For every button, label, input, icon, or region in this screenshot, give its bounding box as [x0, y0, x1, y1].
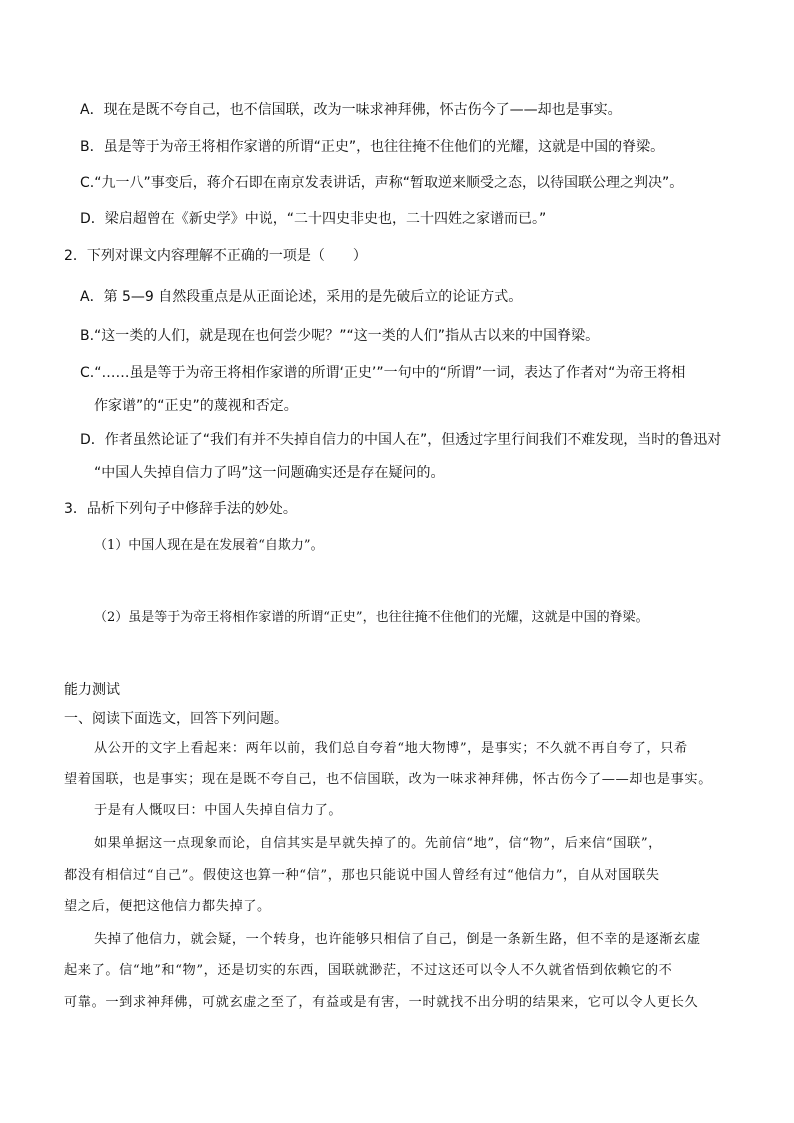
passage-p4-line2: 起来了。信“地”和“物”，还是切实的东西，国联就渺茫，不过这还可以令人不久就省悟到依赖它的不 [64, 963, 673, 978]
passage-p3-line2: 都没有相信过“自己”。假使这也算一种“信”，那也只能说中国人曾经有过“他信力”，自从对国联失 [64, 868, 660, 883]
q1-option-d: D．梁启超曾在《新史学》中说，“二十四史非史也，二十四姓之家谱而已。” [80, 211, 547, 227]
passage-p4-line1: 失掉了他信力，就会疑，一个转身，也许能够只相信了自己，倒是一条新生路，但不幸的是逐渐玄虚 [94, 932, 701, 947]
q1-option-a: A．现在是既不夸自己，也不信国联，改为一味求神拜佛，怀古伤今了——却也是事实。 [80, 102, 622, 118]
q2-option-d-line2: “中国人失掉自信力了吗”这一问题确实还是存在疑问的。 [94, 465, 445, 481]
passage-p2: 于是有人慨叹曰：中国人失掉自信力了。 [94, 803, 343, 818]
q3-stem: 3．品析下列句子中修辞手法的妙处。 [64, 501, 297, 517]
ability-instruction: 一、阅读下面选文，回答下列问题。 [64, 711, 288, 727]
q1-option-c: C.“九一八”事变后，蒋介石即在南京发表讲话，声称“暂取逆来顺受之态，以待国联公理之判决”。 [80, 175, 684, 191]
q3-sentence-1: （1）中国人现在是在发展着“自欺力”。 [94, 538, 324, 553]
q2-stem: 2．下列对课文内容理解不正确的一项是（ ） [64, 248, 367, 264]
passage-p1-line1: 从公开的文字上看起来：两年以前，我们总自夸着“地大物博”，是事实；不久就不再自夸了，只希 [94, 741, 688, 756]
q3-sentence-2: （2）虽是等于为帝王将相作家谱的所谓“正史”，也往往掩不住他们的光耀，这就是中国的脊梁。 [94, 610, 649, 625]
q2-option-c-line1: C.“……虽是等于为帝王将相作家谱的所谓‘正史’”一句中的“所谓”一词，表达了作者对“为帝王将相 [80, 365, 686, 381]
ability-heading: 能力测试 [64, 682, 120, 698]
q2-option-d-line1: D．作者虽然论证了“我们有并不失掉自信力的中国人在”，但透过字里行间我们不难发现，当时的鲁迅对 [80, 432, 722, 448]
passage-p3-line1: 如果单据这一点现象而论，自信其实是早就失掉了的。先前信“地”，信“物”，后来信“国联”， [94, 836, 662, 851]
passage-p4-line3: 可靠。一到求神拜佛，可就玄虚之至了，有益或是有害，一时就找不出分明的结果来，它可以令人更长久 [64, 995, 699, 1010]
passage-p1-line2: 望着国联，也是事实；现在是既不夸自己，也不信国联，改为一味求神拜佛，怀古伤今了——却也是事实。 [64, 772, 713, 787]
passage-p3-line3: 望之后，便把这他信力都失掉了。 [64, 899, 271, 914]
q2-option-c-line2: 作家谱”的“正史”的蔑视和否定。 [94, 398, 298, 414]
q1-option-b: B．虽是等于为帝王将相作家谱的所谓“正史”，也往往掩不住他们的光耀，这就是中国的脊梁。 [80, 139, 665, 155]
q2-option-b: B.“这一类的人们，就是现在也何尝少呢？”“这一类的人们”指从古以来的中国脊梁。 [80, 328, 600, 344]
q2-option-a: A．第 5—9 自然段重点是从正面论述，采用的是先破后立的论证方式。 [80, 289, 523, 305]
